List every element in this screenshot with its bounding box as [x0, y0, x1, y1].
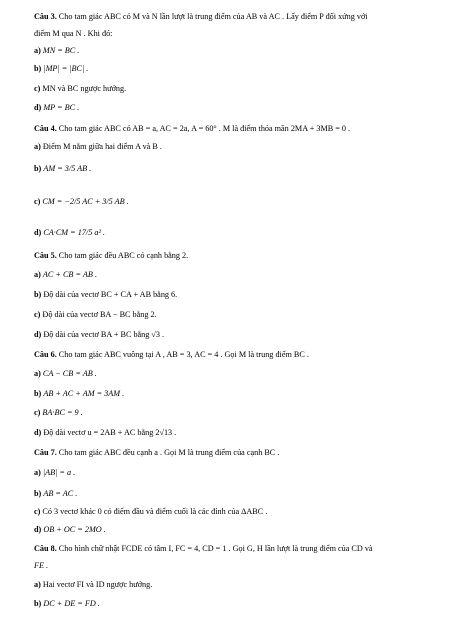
q7-intro: Cho tam giác ABC đều cạnh a . Gọi M là trung điểm của cạnh BC .	[58, 448, 280, 457]
option-label: c)	[34, 310, 41, 319]
option-label: d)	[34, 428, 42, 437]
option-label: b)	[34, 489, 42, 498]
option-label: a)	[34, 580, 41, 589]
option-label: c)	[34, 408, 41, 417]
q6-option-a	[34, 369, 424, 379]
option-text: MP = BC .	[43, 103, 80, 112]
q7-option-b	[34, 489, 424, 499]
q7-intro-line	[34, 448, 424, 458]
option-text: Độ dài của vectơ BA + BC bằng √3 .	[43, 330, 165, 339]
q3-intro-line2	[34, 29, 424, 39]
q7-option-a	[34, 468, 424, 478]
q8-intro2: FE .	[34, 561, 49, 570]
option-text: Độ dài của vectơ BC + CA + AB bằng 6.	[43, 290, 178, 299]
q3-intro2: điểm M qua N . Khi đó:	[34, 29, 113, 38]
option-text: CA − CB = AB .	[42, 369, 97, 378]
option-label: a)	[34, 142, 41, 151]
option-label: d)	[34, 525, 42, 534]
option-label: b)	[34, 290, 42, 299]
q6-option-d	[34, 428, 424, 438]
option-label: b)	[34, 64, 42, 73]
option-label: a)	[34, 468, 41, 477]
option-label: b)	[34, 164, 42, 173]
option-label: c)	[34, 507, 41, 516]
q8-intro-line1	[34, 544, 424, 554]
option-text: |MP| = |BC| .	[43, 64, 89, 73]
q6-intro: Cho tam giác ABC vuông tại A , AB = 3, AC = 4 . Gọi M là trung điểm BC .	[58, 350, 309, 359]
q3-option-c	[34, 84, 424, 94]
q3-option-b	[34, 64, 424, 74]
q8-option-a	[34, 580, 424, 590]
q7-label: Câu 7.	[34, 448, 57, 457]
option-text: Độ dài vectơ u = 2AB + AC bằng 2√13 .	[43, 428, 177, 437]
q8-option-b	[34, 599, 424, 609]
option-label: a)	[34, 369, 41, 378]
option-text: MN và BC ngược hướng.	[42, 84, 127, 93]
q6-intro-line	[34, 350, 424, 360]
q8-intro-line2	[34, 561, 424, 571]
q6-option-c	[34, 408, 424, 418]
option-text: CM = −2/5 AC + 3/5 AB .	[42, 197, 129, 206]
option-text: Điểm M nằm giữa hai điểm A và B .	[42, 142, 162, 151]
option-text: CA·CM = 17/5 a² .	[43, 228, 105, 237]
q5-intro: Cho tam giác đều ABC có cạnh bằng 2.	[58, 251, 189, 260]
q5-label: Câu 5.	[34, 251, 57, 260]
option-text: DC + DE = FD .	[43, 599, 100, 608]
q3-option-a	[34, 46, 424, 56]
q5-option-d	[34, 330, 424, 340]
q7-option-d	[34, 525, 424, 535]
option-text: AB = AC .	[43, 489, 78, 498]
option-text: Hai vectơ FI và ID ngược hướng.	[42, 580, 153, 589]
option-text: Có 3 vectơ khác 0 có điểm đầu và điểm cuối là các đỉnh của ΔABC .	[42, 507, 268, 516]
option-text: AC + CB = AB .	[42, 270, 97, 279]
q3-option-d	[34, 103, 424, 113]
q6-label: Câu 6.	[34, 350, 57, 359]
option-label: a)	[34, 46, 41, 55]
q8-label: Câu 8.	[34, 544, 57, 553]
option-label: d)	[34, 228, 42, 237]
q4-option-d	[34, 228, 424, 238]
q5-intro-line	[34, 251, 424, 261]
option-label: c)	[34, 84, 41, 93]
q4-option-a	[34, 142, 424, 152]
option-text: BA·BC = 9 .	[42, 408, 83, 417]
q8-intro1: Cho hình chữ nhật FCDE có tâm I, FC = 4, CD = 1 . Gọi G, H lần lượt là trung điểm của CD và	[58, 544, 373, 553]
q4-label: Câu 4.	[34, 124, 57, 133]
option-label: d)	[34, 330, 42, 339]
q5-option-a	[34, 270, 424, 280]
q4-intro-line	[34, 124, 424, 134]
option-text: Độ dài của vectơ BA − BC bằng 2.	[42, 310, 157, 319]
q4-intro: Cho tam giác ABC có AB = a, AC = 2a, A = 60° . M là điểm thỏa mãn 2MA + 3MB = 0 .	[58, 124, 351, 133]
option-label: a)	[34, 270, 41, 279]
option-text: MN = BC .	[42, 46, 80, 55]
option-label: b)	[34, 599, 42, 608]
option-text: |AB| = a .	[42, 468, 76, 477]
option-label: c)	[34, 197, 41, 206]
q3-intro-line1	[34, 12, 424, 22]
q6-option-b	[34, 389, 424, 399]
q7-option-c	[34, 507, 424, 517]
q5-option-c	[34, 310, 424, 320]
q5-option-b	[34, 290, 424, 300]
option-text: AB + AC + AM = 3AM .	[43, 389, 125, 398]
q3-intro1: Cho tam giác ABC có M và N lần lượt là trung điểm của AB và AC . Lấy điểm P đối xứng với	[58, 12, 368, 21]
q4-option-b	[34, 164, 424, 174]
q4-option-c	[34, 197, 424, 207]
q3-label: Câu 3.	[34, 12, 57, 21]
option-label: d)	[34, 103, 42, 112]
option-label: b)	[34, 389, 42, 398]
option-text: AM = 3/5 AB .	[43, 164, 92, 173]
option-text: OB + OC = 2MO .	[43, 525, 106, 534]
